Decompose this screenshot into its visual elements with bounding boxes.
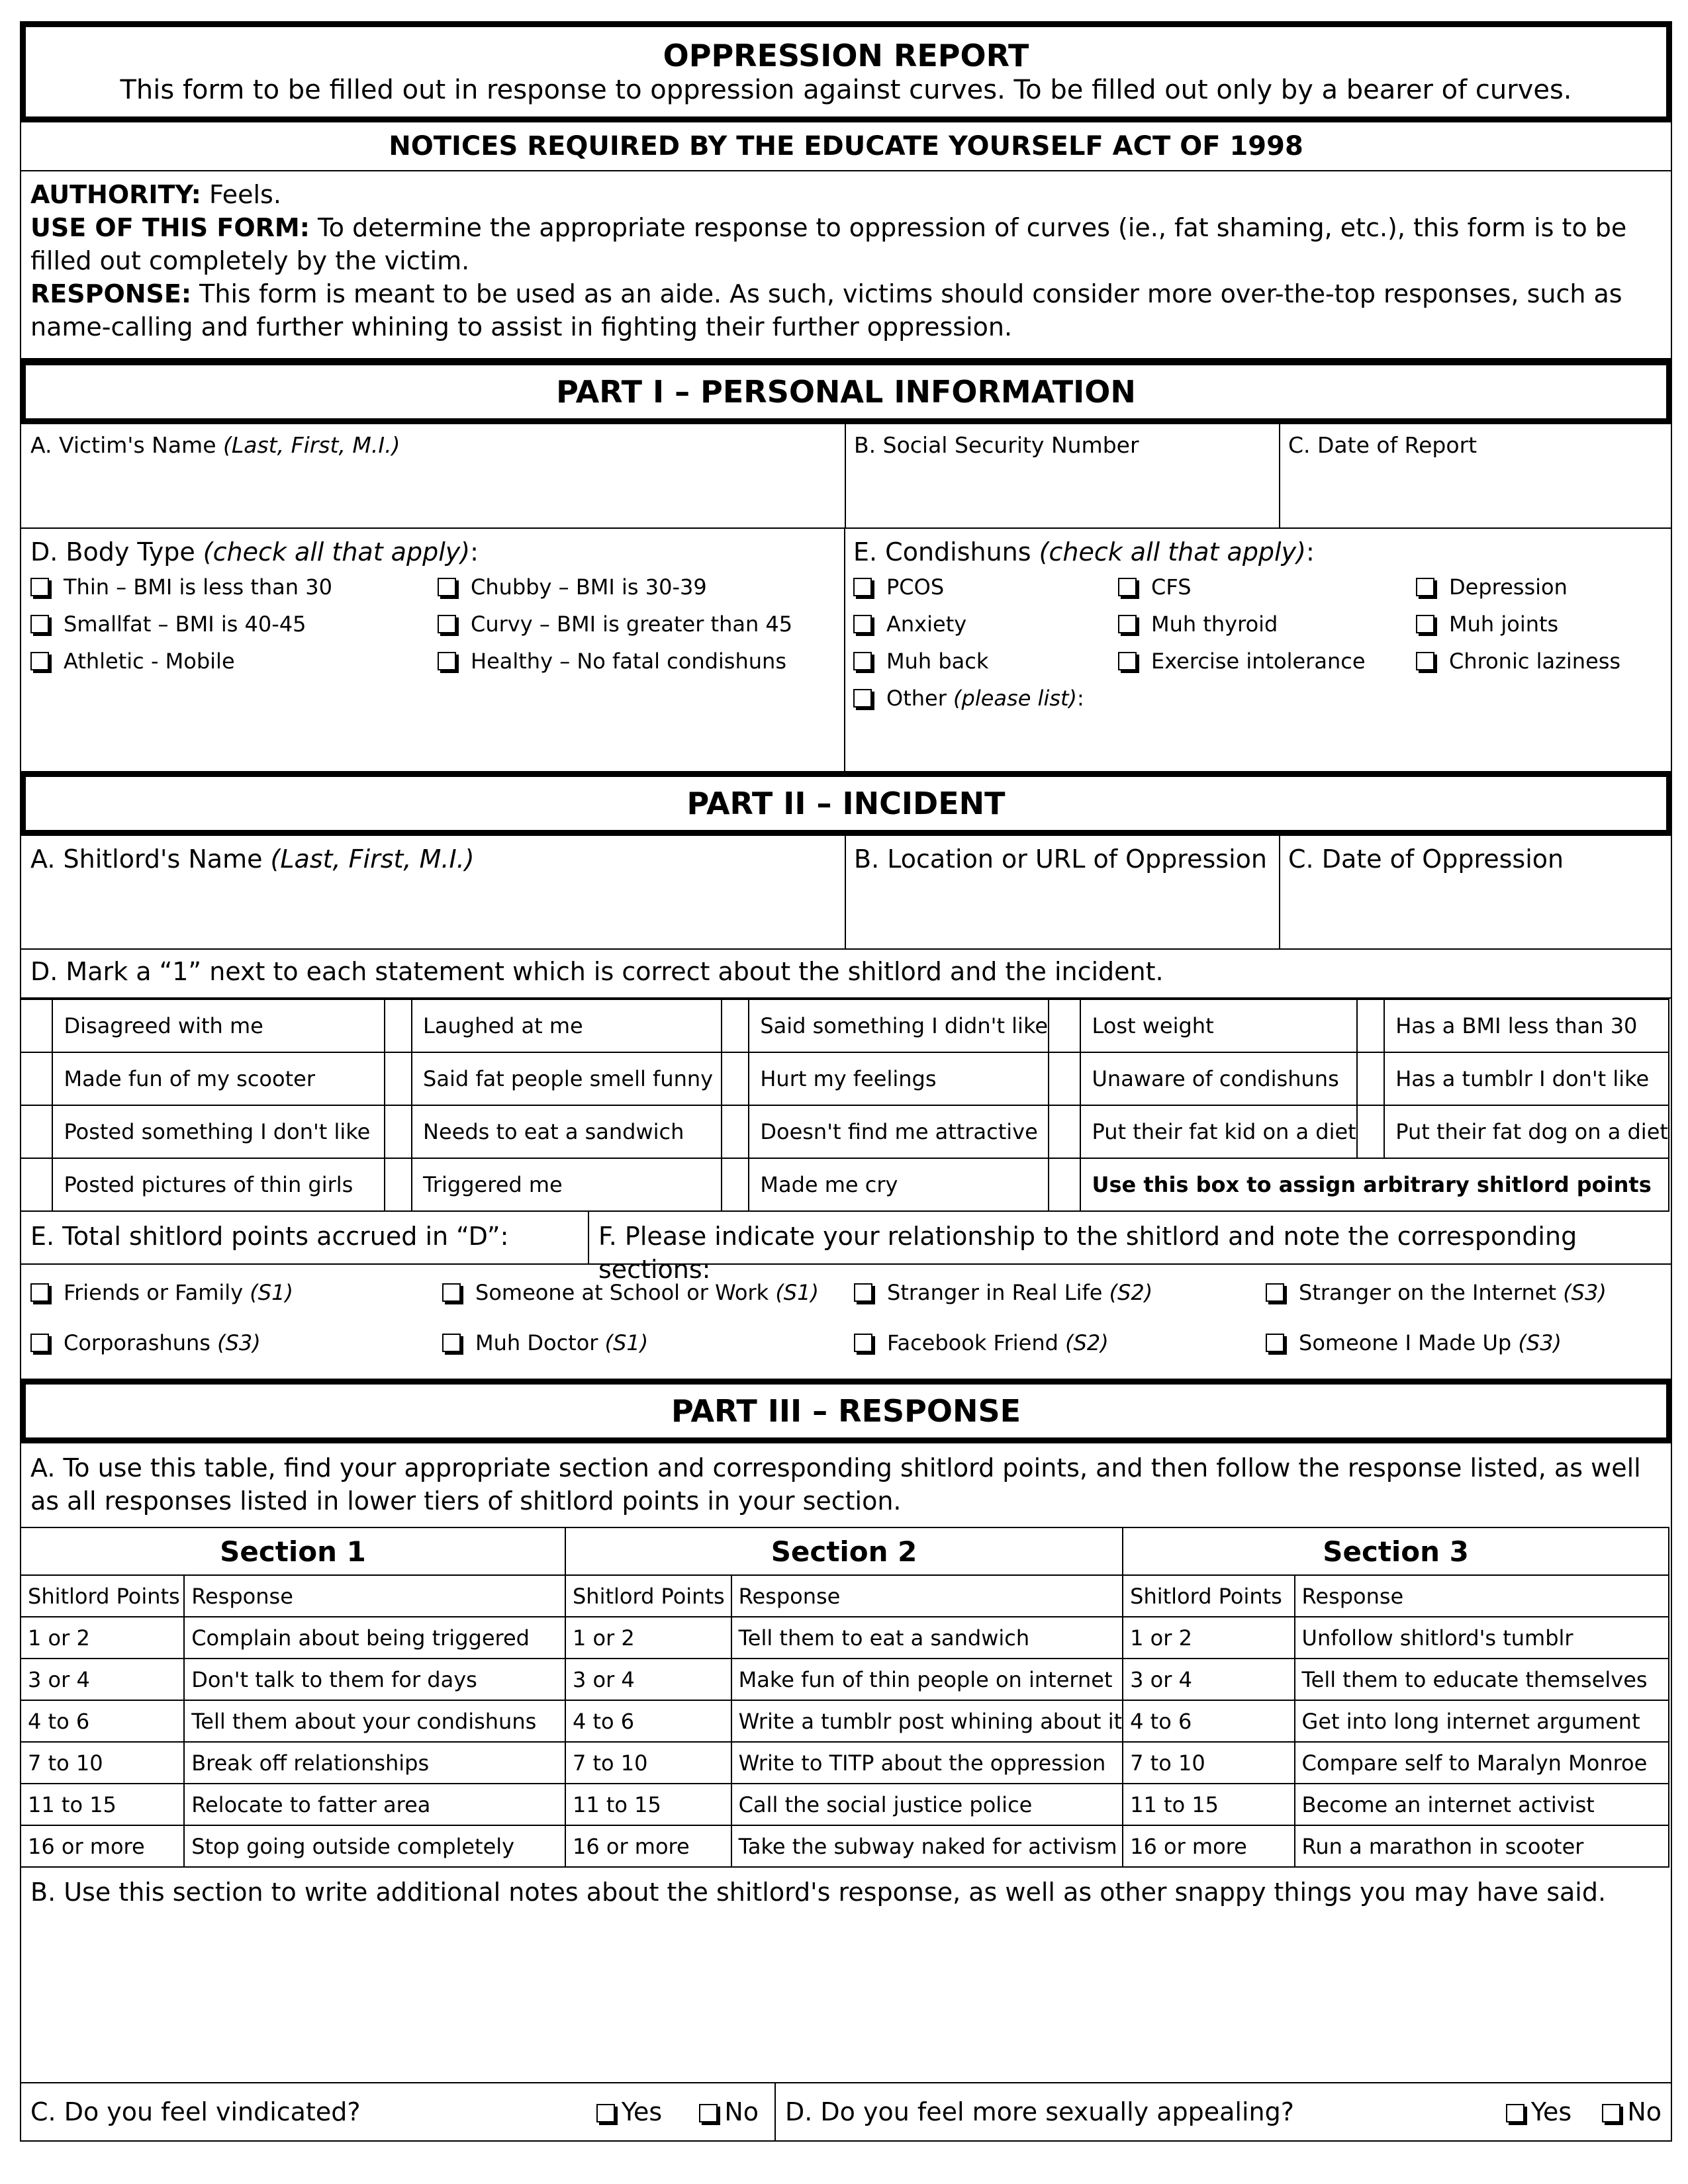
notes-label: B. Use this section to write additional notes about the shitlord's response, as well as other snappy things you may have said. (30, 1878, 1607, 1907)
points-cell: 16 or more (1123, 1825, 1294, 1867)
checkbox-icon[interactable] (30, 578, 49, 596)
statement-cell: Triggered me (412, 1158, 722, 1211)
condition-option[interactable] (853, 611, 1118, 637)
checkbox-icon[interactable] (30, 1283, 49, 1302)
statement-cell: Said fat people smell funny (412, 1052, 722, 1105)
response-cell: Write to TITP about the oppression (731, 1742, 1123, 1784)
authority-label: AUTHORITY: (30, 180, 201, 209)
part1-row-abc (21, 424, 1671, 529)
option-label: Smallfat – BMI is 40-45 (64, 612, 306, 637)
checkbox-icon[interactable] (438, 615, 456, 633)
option-section: (S1) (250, 1280, 293, 1305)
part2-row-abc (21, 836, 1671, 950)
points-box[interactable] (21, 999, 52, 1052)
shitlord-name-hint: (Last, First, M.I.) (270, 844, 475, 874)
checkbox-icon[interactable] (1266, 1283, 1284, 1302)
condition-option[interactable] (853, 648, 1118, 674)
checkbox-icon[interactable] (1602, 2104, 1620, 2122)
section-2-header: Section 2 (565, 1527, 1123, 1575)
points-cell: 3 or 4 (21, 1659, 184, 1700)
checkbox-icon[interactable] (1416, 615, 1434, 633)
use-label: USE OF THIS FORM: (30, 213, 310, 242)
option-label: Muh joints (1449, 612, 1559, 637)
authority-text: Feels. (201, 180, 281, 209)
statements-row (21, 1158, 1669, 1211)
condition-option[interactable] (853, 574, 1118, 600)
location-label: B. Location or URL of Oppression (854, 844, 1267, 874)
victim-name-hint: (Last, First, M.I.) (223, 432, 400, 458)
statement-cell: Put their fat kid on a diet (1080, 1105, 1356, 1158)
oppression-date-field[interactable] (1280, 836, 1671, 948)
option-label: Muh back (886, 649, 989, 674)
points-box[interactable] (385, 999, 412, 1052)
option-hint: (please list) (953, 686, 1078, 711)
oppression-report-form (20, 21, 1672, 2142)
option-label: PCOS (886, 574, 945, 600)
checkbox-icon[interactable] (1118, 578, 1137, 596)
points-cell: 4 to 6 (1123, 1700, 1294, 1742)
option-label: Chubby – BMI is 30-39 (471, 574, 707, 600)
form-subtitle: This form to be filled out in response to oppression against curves. To be filled out only by a bearer of curves. (120, 75, 1572, 105)
body-type-option[interactable] (30, 648, 438, 674)
response-table (20, 1527, 1669, 1868)
points-cell: 7 to 10 (1123, 1742, 1294, 1784)
points-box[interactable] (385, 1158, 412, 1211)
notes-field[interactable] (21, 1868, 1671, 2083)
points-box[interactable] (21, 1105, 52, 1158)
option-section: (S2) (1109, 1280, 1153, 1305)
body-type-hint: (check all that apply) (203, 537, 471, 567)
condition-option[interactable] (1416, 574, 1667, 600)
col-points-header: Shitlord Points (21, 1575, 184, 1617)
response-label: RESPONSE: (30, 279, 192, 308)
body-type-option[interactable] (438, 648, 835, 674)
condition-option-other[interactable] (853, 685, 1667, 711)
response-cell: Tell them to educate themselves (1295, 1659, 1669, 1700)
notices-body (21, 171, 1671, 358)
statement-cell: Posted pictures of thin girls (52, 1158, 384, 1211)
col-points-header: Shitlord Points (565, 1575, 731, 1617)
points-cell: 3 or 4 (1123, 1659, 1294, 1700)
checkbox-icon[interactable] (30, 1334, 49, 1352)
option-section: (S1) (775, 1280, 819, 1305)
response-cell: Call the social justice police (731, 1784, 1123, 1825)
body-type-option[interactable] (438, 611, 835, 637)
checkbox-icon[interactable] (1266, 1334, 1284, 1352)
body-type-heading (30, 535, 835, 569)
conditions-section (845, 529, 1675, 771)
checkbox-icon[interactable] (438, 652, 456, 670)
response-cell: Take the subway naked for activism (731, 1825, 1123, 1867)
checkbox-icon[interactable] (442, 1283, 461, 1302)
points-box[interactable] (1357, 1052, 1385, 1105)
response-cell: Don't talk to them for days (184, 1659, 565, 1700)
response-cell: Become an internet activist (1295, 1784, 1669, 1825)
response-cell: Tell them about your condishuns (184, 1700, 565, 1742)
conditions-heading (853, 535, 1667, 569)
statements-table (20, 999, 1669, 1212)
response-cell: Stop going outside completely (184, 1825, 565, 1867)
checkbox-icon[interactable] (1416, 652, 1434, 670)
victim-name-field[interactable] (21, 424, 846, 527)
part1-row-de (21, 529, 1671, 771)
statement-cell: Doesn't find me attractive (749, 1105, 1049, 1158)
relationship-option[interactable] (854, 1330, 1266, 1363)
no-label: No (1627, 2097, 1662, 2126)
points-cell: 4 to 6 (565, 1700, 731, 1742)
condition-option[interactable] (1416, 611, 1667, 637)
section-1-header: Section 1 (21, 1527, 565, 1575)
part1-header: PART I – PERSONAL INFORMATION (20, 359, 1672, 424)
points-box[interactable] (21, 1052, 52, 1105)
checkbox-icon[interactable] (1118, 615, 1137, 633)
conditions-label: E. Condishuns (853, 537, 1039, 567)
points-cell: 4 to 6 (21, 1700, 184, 1742)
option-label: Anxiety (886, 612, 967, 637)
checkbox-icon[interactable] (438, 578, 456, 596)
points-cell: 16 or more (21, 1825, 184, 1867)
option-label: Depression (1449, 574, 1568, 600)
points-box[interactable] (1049, 1052, 1080, 1105)
body-type-option[interactable] (438, 574, 835, 600)
body-type-option[interactable] (30, 611, 438, 637)
option-label: Other (886, 686, 954, 711)
statements-instructions: D. Mark a “1” next to each statement which is correct about the shitlord and the incident. (21, 950, 1671, 999)
report-date-field[interactable] (1280, 424, 1671, 527)
part2-header: PART II – INCIDENT (20, 771, 1672, 836)
points-cell: 1 or 2 (565, 1617, 731, 1659)
total-points-field[interactable]: E. Total shitlord points accrued in “D”: (21, 1212, 589, 1263)
body-type-colon: : (470, 537, 479, 567)
no-label: No (724, 2097, 759, 2126)
yes-label: Yes (1530, 2097, 1572, 2126)
condition-option[interactable] (1118, 611, 1416, 637)
statement-cell: Needs to eat a sandwich (412, 1105, 722, 1158)
option-label: Muh thyroid (1151, 612, 1278, 637)
vindicated-no[interactable] (699, 2097, 759, 2126)
points-cell: 16 or more (565, 1825, 731, 1867)
vindicated-label: C. Do you feel vindicated? (30, 2097, 361, 2126)
table-row (21, 1617, 1669, 1659)
oppression-date-label: C. Date of Oppression (1288, 844, 1564, 874)
part3-body (20, 1443, 1672, 2142)
response-cell: Make fun of thin people on internet (731, 1659, 1123, 1700)
points-cell: 11 to 15 (565, 1784, 731, 1825)
condition-option[interactable] (1118, 648, 1416, 674)
option-label: Healthy – No fatal condishuns (471, 649, 786, 674)
table-row (21, 1742, 1669, 1784)
use-text: To determine the appropriate response to oppression of curves (ie., fat shaming, etc.), this form is to be filled out completely by the victim. (30, 213, 1627, 275)
points-box[interactable] (1049, 999, 1080, 1052)
points-box[interactable] (722, 1105, 749, 1158)
checkbox-icon[interactable] (1506, 2104, 1524, 2122)
response-text: This form is meant to be used as an aide. As such, victims should consider more over-the-top responses, such as name-calling and further whining to assist in fighting their further oppression. (30, 279, 1622, 341)
yes-label: Yes (621, 2097, 663, 2126)
vindicated-question (21, 2083, 776, 2140)
statement-cell: Disagreed with me (52, 999, 384, 1052)
response-cell: Relocate to fatter area (184, 1784, 565, 1825)
col-points-header: Shitlord Points (1123, 1575, 1294, 1617)
checkbox-icon[interactable] (1118, 652, 1137, 670)
checkbox-icon[interactable] (596, 2104, 615, 2122)
response-cell: Complain about being triggered (184, 1617, 565, 1659)
part3-row-cd (21, 2083, 1671, 2140)
response-cell: Tell them to eat a sandwich (731, 1617, 1123, 1659)
section-3-header: Section 3 (1123, 1527, 1669, 1575)
response-line (30, 277, 1662, 343)
option-label: Chronic laziness (1449, 649, 1621, 674)
statement-cell: Lost weight (1080, 999, 1356, 1052)
points-box[interactable] (385, 1105, 412, 1158)
table-row (21, 1825, 1669, 1867)
relationship-options (21, 1265, 1671, 1379)
condition-option[interactable] (1118, 574, 1416, 600)
points-cell: 7 to 10 (565, 1742, 731, 1784)
response-cell: Run a marathon in scooter (1295, 1825, 1669, 1867)
statement-cell: Hurt my feelings (749, 1052, 1049, 1105)
statement-cell: Has a BMI less than 30 (1384, 999, 1669, 1052)
shitlord-name-field[interactable] (21, 836, 846, 948)
option-label: CFS (1151, 574, 1192, 600)
statement-cell: Laughed at me (412, 999, 722, 1052)
option-colon: : (1077, 686, 1084, 711)
location-field[interactable] (846, 836, 1280, 948)
statement-cell: Made me cry (749, 1158, 1049, 1211)
points-box[interactable] (21, 1158, 52, 1211)
checkbox-icon[interactable] (699, 2104, 718, 2122)
relationship-instructions: F. Please indicate your relationship to the shitlord and note the corresponding sections: (598, 1222, 1577, 1284)
option-label: Someone at School or Work (475, 1280, 776, 1305)
part1-body (20, 424, 1672, 771)
option-label: Facebook Friend (887, 1330, 1066, 1355)
notices-title: NOTICES REQUIRED BY THE EDUCATE YOURSELF ACT OF 1998 (21, 122, 1671, 171)
points-cell: 7 to 10 (21, 1742, 184, 1784)
appealing-yes[interactable] (1506, 2097, 1571, 2126)
statements-row (21, 1105, 1669, 1158)
body-type-options (30, 574, 835, 674)
response-cell: Write a tumblr post whining about it (731, 1700, 1123, 1742)
appealing-no[interactable] (1602, 2097, 1662, 2126)
checkbox-icon[interactable] (854, 1334, 872, 1352)
form-title: OPPRESSION REPORT (663, 38, 1029, 73)
points-box[interactable] (1357, 999, 1385, 1052)
option-section: (S1) (604, 1330, 649, 1355)
authority-line (30, 178, 1662, 211)
points-cell: 3 or 4 (565, 1659, 731, 1700)
report-date-label: C. Date of Report (1288, 432, 1477, 458)
body-type-label: D. Body Type (30, 537, 203, 567)
statement-cell: Said something I didn't like (749, 999, 1049, 1052)
table-row (21, 1700, 1669, 1742)
points-cell: 11 to 15 (1123, 1784, 1294, 1825)
relationship-option[interactable] (30, 1279, 442, 1312)
option-label: Exercise intolerance (1151, 649, 1366, 674)
part2-body (20, 836, 1672, 1379)
option-label: Someone I Made Up (1299, 1330, 1519, 1355)
response-instructions: A. To use this table, find your appropriate section and corresponding shitlord points, and then follow the response listed, as well as all responses listed in lower tiers of shitlord points in your section. (30, 1453, 1641, 1516)
conditions-options (853, 574, 1667, 711)
option-label: Stranger in Real Life (887, 1280, 1109, 1305)
checkbox-icon[interactable] (442, 1334, 461, 1352)
option-label: Thin – BMI is less than 30 (64, 574, 332, 600)
conditions-hint: (check all that apply) (1039, 537, 1306, 567)
response-cell: Get into long internet argument (1295, 1700, 1669, 1742)
statement-cell: Put their fat dog on a diet (1384, 1105, 1669, 1158)
condition-option[interactable] (1416, 648, 1667, 674)
appealing-question (776, 2083, 1671, 2140)
points-box[interactable] (722, 1052, 749, 1105)
appealing-label: D. Do you feel more sexually appealing? (785, 2097, 1294, 2126)
ssn-field[interactable] (846, 424, 1280, 527)
points-box[interactable] (1049, 1158, 1080, 1211)
checkbox-icon[interactable] (853, 578, 872, 596)
conditions-colon: : (1305, 537, 1315, 567)
option-label: Muh Doctor (475, 1330, 605, 1355)
form-header (20, 21, 1672, 122)
col-response-header: Response (184, 1575, 565, 1617)
statements-row (21, 999, 1669, 1052)
statement-cell: Posted something I don't like (52, 1105, 384, 1158)
part2-row-ef (21, 1212, 1671, 1284)
statement-cell: Has a tumblr I don't like (1384, 1052, 1669, 1105)
checkbox-icon[interactable] (854, 1283, 872, 1302)
points-box[interactable] (385, 1052, 412, 1105)
vindicated-yes[interactable] (596, 2097, 662, 2126)
relationship-option[interactable] (442, 1330, 854, 1363)
notices-section (20, 122, 1672, 359)
response-cell: Unfollow shitlord's tumblr (1295, 1617, 1669, 1659)
response-cell: Break off relationships (184, 1742, 565, 1784)
vindicated-options (596, 2095, 759, 2128)
option-section: (S3) (1563, 1280, 1607, 1305)
checkbox-icon[interactable] (853, 652, 872, 670)
table-row (21, 1659, 1669, 1700)
checkbox-icon[interactable] (853, 615, 872, 633)
body-type-section (21, 529, 845, 771)
relationship-option[interactable] (30, 1330, 442, 1363)
victim-name-label: A. Victim's Name (30, 432, 223, 458)
points-box[interactable] (1357, 1105, 1385, 1158)
points-box[interactable] (722, 1158, 749, 1211)
column-header-row (21, 1575, 1669, 1617)
option-label: Corporashuns (64, 1330, 218, 1355)
checkbox-icon[interactable] (30, 652, 49, 670)
points-box[interactable] (1049, 1105, 1080, 1158)
checkbox-icon[interactable] (853, 689, 872, 707)
shitlord-name-label: A. Shitlord's Name (30, 844, 271, 874)
ssn-label: B. Social Security Number (854, 432, 1139, 458)
response-cell: Compare self to Maralyn Monroe (1295, 1742, 1669, 1784)
statement-cell: Made fun of my scooter (52, 1052, 384, 1105)
option-section: (S3) (217, 1330, 261, 1355)
points-cell: 11 to 15 (21, 1784, 184, 1825)
option-label: Stranger on the Internet (1299, 1280, 1564, 1305)
body-type-option[interactable] (30, 574, 438, 600)
use-line (30, 211, 1662, 277)
relationship-option[interactable] (1266, 1330, 1676, 1363)
points-cell: 1 or 2 (21, 1617, 184, 1659)
col-response-header: Response (1295, 1575, 1669, 1617)
option-label: Curvy – BMI is greater than 45 (471, 612, 793, 637)
checkbox-icon[interactable] (30, 615, 49, 633)
appealing-options (1506, 2095, 1662, 2128)
statements-row (21, 1052, 1669, 1105)
option-section: (S3) (1518, 1330, 1562, 1355)
relationship-option[interactable] (854, 1279, 1266, 1312)
points-cell: 1 or 2 (1123, 1617, 1294, 1659)
checkbox-icon[interactable] (1416, 578, 1434, 596)
option-section: (S2) (1065, 1330, 1109, 1355)
table-row (21, 1784, 1669, 1825)
option-label: Athletic - Mobile (64, 649, 235, 674)
section-header-row (21, 1527, 1669, 1575)
option-label: Friends or Family (64, 1280, 250, 1305)
relationship-option[interactable] (1266, 1279, 1676, 1312)
part3-header: PART III – RESPONSE (20, 1379, 1672, 1443)
arbitrary-points-cell: Use this box to assign arbitrary shitlord points (1080, 1158, 1669, 1211)
statement-cell: Unaware of condishuns (1080, 1052, 1356, 1105)
col-response-header: Response (731, 1575, 1123, 1617)
points-box[interactable] (722, 999, 749, 1052)
